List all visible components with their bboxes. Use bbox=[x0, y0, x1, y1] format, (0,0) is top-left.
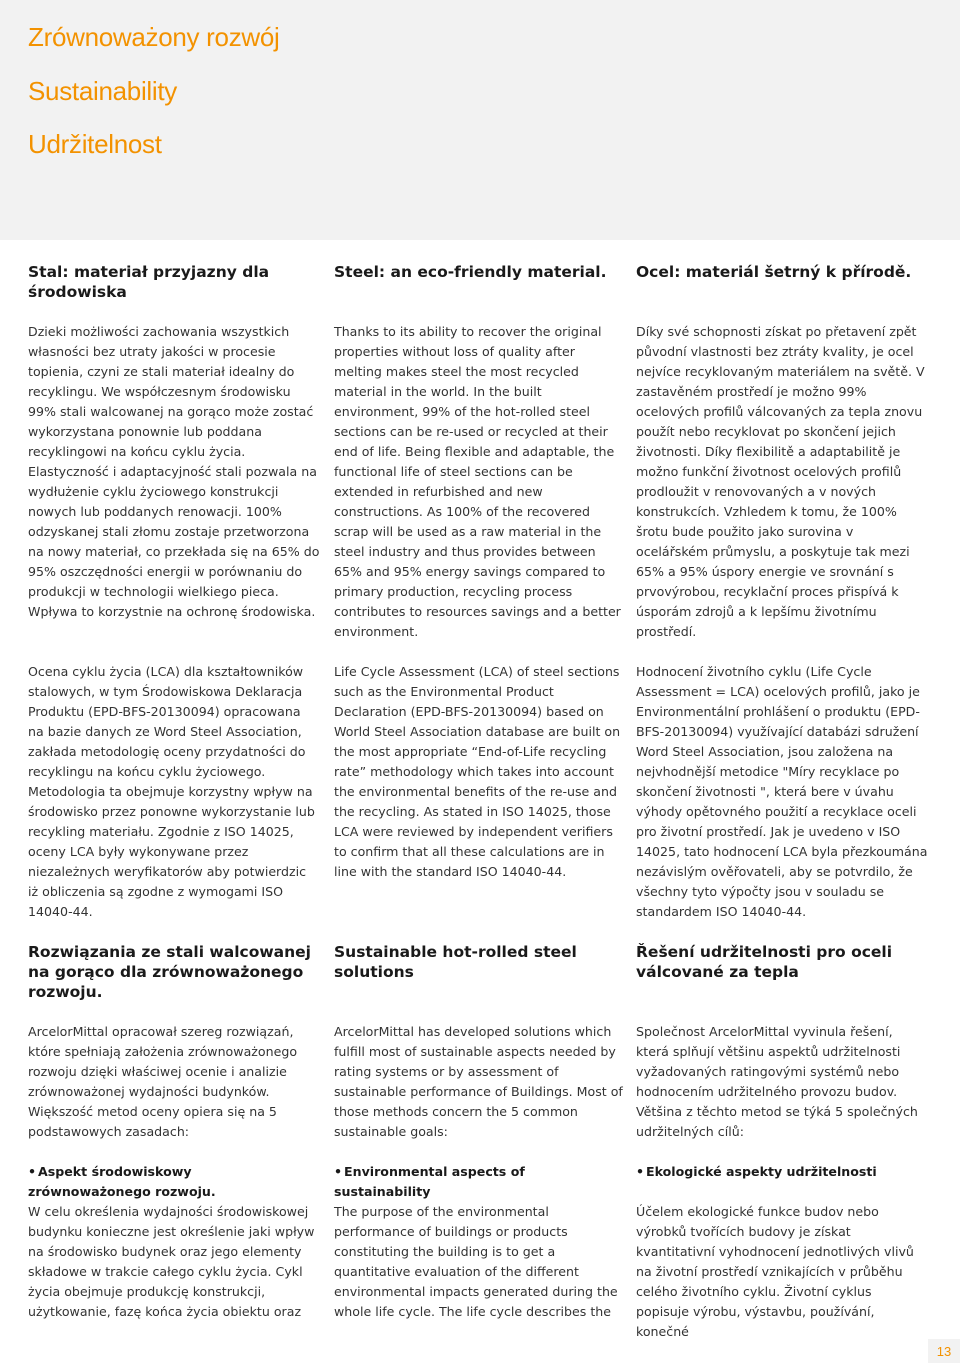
bullet-label: Ekologické aspekty udržitelnosti bbox=[646, 1164, 877, 1179]
bullet-heading bbox=[334, 1162, 624, 1202]
page-number: 13 bbox=[928, 1339, 960, 1363]
section-heading: Ocel: materiál šetrný k přírodě. bbox=[636, 263, 912, 281]
title-english: Sustainability bbox=[28, 76, 177, 106]
title-polish: Zrównoważony rozwój bbox=[28, 22, 280, 52]
bullet-label: Aspekt środowiskowy zrównoważonego rozwoju. bbox=[28, 1164, 216, 1199]
paragraph: Díky své schopnosti získat po přetavení zpět původní vlastnosti bez ztráty kvality, je ocel nejvíce recyklovaným materiálem na světě. V zastavěném prostředí je možno 99% ocelových profilů válcovaných za tepla znovu použít nebo recyklovat po skončení jejich životnosti. Díky flexibilitě a adaptabilitě je možno funkční životnost ocelových profilů prodloužit v renovovaných a v nových konstrukcích. Vzhledem k tomu, že 100% šrotu bude použito jako surovina v ocelářském průmyslu, a poskytuje tak mezi 65% a 95% úspory energie ve srovnání s prvovýrobou, recyklační proces přispívá k úsporám zdrojů a k lepšímu životnímu prostředí. bbox=[636, 324, 925, 639]
paragraph: ArcelorMittal opracował szereg rozwiązań, które spełniają założenia zrównoważonego rozwoju dzięki właściwej ocenie i analizie zrównoważonej wydajności budynków. Większość metod oceny opiera się na 5 podstawowych zasadach: bbox=[28, 1024, 298, 1139]
bullet-label: Environmental aspects of sustainability bbox=[334, 1164, 525, 1199]
paragraph: Ocena cyklu życia (LCA) dla kształtowników stalowych, w tym Środowiskowa Deklaracja Produktu (EPD-BFS-20130094) opracowana na bazie danych ze Word Steel Association, zakłada metodologię oceny przydatności do recyklingu na końcu cyklu życiowego. Metodologia ta obejmuje korzystny wpływ na środowisko przez ponowne wykorzystanie lub recykling materiału. Zgodnie z ISO 14025, oceny LCA były wykonywane przez niezależnych weryfikatorów aby potwierdzic iż obliczenia są zgodne z wymogami ISO 14040-44. bbox=[28, 664, 315, 919]
section-heading: Steel: an eco-friendly material. bbox=[334, 263, 607, 281]
title-czech: Udržitelnost bbox=[28, 129, 162, 159]
paragraph: W celu określenia wydajności środowiskowej budynku konieczne jest określenie jaki wpływ na środowisko budynek oraz jego elementy składowe w trakcie całego cyklu życia. Cykl życia obejmuje produkcję konstrukcji, użytkowanie, fazę końca życia obiektu oraz bbox=[28, 1204, 315, 1319]
bullet-icon: • bbox=[636, 1164, 645, 1179]
section-heading: Řešení udržitelnosti pro oceli válcované za tepla bbox=[636, 943, 893, 981]
paragraph: Thanks to its ability to recover the original properties without loss of quality after melting makes steel the most recycled material in the world. In the built environment, 99% of the hot-rolled steel sections can be re-used or recycled at their end of life. Being flexible and adaptable, the functional life of steel sections can be extended in refurbished and new constructions. As 100% of the recovered scrap will be used as a raw material in the steel industry and thus provides between 65% and 95% energy savings compared to primary production, recycling process contributes to resources savings and a better environment. bbox=[334, 324, 621, 639]
section-heading: Sustainable hot-rolled steel solutions bbox=[334, 943, 577, 981]
paragraph: ArcelorMittal has developed solutions which fulfill most of sustainable aspects needed by rating systems or by assessment of sustainable performance of Buildings. Most of those methods concern the 5 common sustainable goals: bbox=[334, 1024, 623, 1139]
paragraph: Účelem ekologické funkce budov nebo výrobků tvořících budovy je získat kvantitativní vyhodnocení jednotlivých vlivů na životní prostředí vznikajících v průběhu celého životního cyklu. Životní cyklus popisuje výrobu, výstavbu, používání, konečné bbox=[636, 1204, 914, 1339]
paragraph: Hodnocení životního cyklu (Life Cycle Assessment = LCA) ocelových profilů, jako je Environmentální prohlášení o produktu (EPD-BFS-20130094) využívající databázi sdružení Word Steel Association, jsou založena na nejvhodnější metodice "Míry recyklace po skončení životnosti ", která bere v úvahu výhody opětovného použití a recyklace oceli pro životní prostředí. Jak je uvedeno v ISO 14025, tato hodnocení LCA byla přezkoumána nezávislým ověřovateli, aby se potvrdilo, že všechny tyto výpočty jsou v souladu se standardem ISO 14040-44. bbox=[636, 664, 928, 919]
section-heading: Stal: materiał przyjazny dla środowiska bbox=[28, 263, 270, 301]
bullet-icon: • bbox=[28, 1164, 37, 1179]
section-heading: Rozwiązania ze stali walcowanej na gorąco dla zrównoważonego rozwoju. bbox=[28, 943, 311, 1001]
paragraph: The purpose of the environmental performance of buildings or products constituting the building is to get a quantitative evaluation of the different environmental impacts generated during the whole life cycle. The life cycle describes the bbox=[334, 1204, 618, 1319]
paragraph: Společnost ArcelorMittal vyvinula řešení, která splňují většinu aspektů udržitelnosti vyžadovaných ratingovými systémů nebo hodnocením udržitelného provozu budov. Většina z těchto metod se týká 5 společných udržitelných cílů: bbox=[636, 1024, 918, 1139]
paragraph: Dzieki możliwości zachowania wszystkich własności bez utraty jakości w procesie topienia, czyni ze stali materiał idealny do recyklingu. We współczesnym środowisku 99% stali walcowanej na gorąco może zostać wykorzystana ponownie lub poddana recyklingowi na końcu cyklu życia. Elastyczność i adaptacyjność stali pozwala na wydłużenie cyklu życiowego konstrukcji nowych lub poddanych renowacji. 100% odzyskanej stali złomu zostaje przetworzona na nowy materiał, co przekłada się na 65% do 95% oszczędności energii w porównaniu do produkcji w technologii wielkiego pieca. Wpływa to korzystnie na ochronę środowiska. bbox=[28, 324, 320, 619]
bullet-heading bbox=[636, 1162, 926, 1182]
bullet-heading bbox=[28, 1162, 318, 1202]
paragraph: Life Cycle Assessment (LCA) of steel sections such as the Environmental Product Declaration (EPD-BFS-20130094) based on World Steel Association database are built on the most appropriate “End-of-Life recycling rate” methodology which takes into account the environmental benefits of the re-use and the recycling. As stated in ISO 14025, those LCA were reviewed by independent verifiers to confirm that all these calculations are in line with the standard ISO 14040-44. bbox=[334, 664, 621, 879]
bullet-icon: • bbox=[334, 1164, 343, 1179]
